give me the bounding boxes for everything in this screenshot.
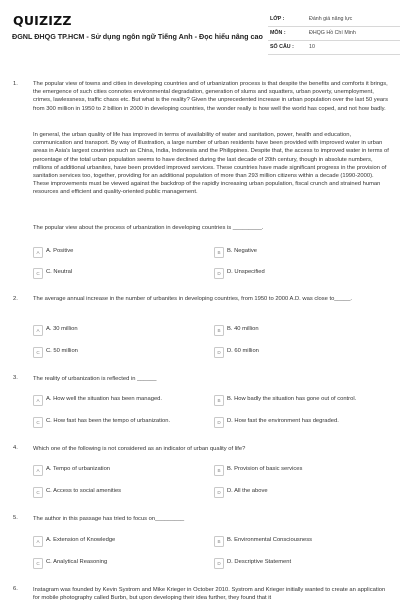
quizizz-logo: QUIZIZZ	[13, 13, 72, 28]
meta-class-row	[268, 13, 400, 27]
question-1-stem: The popular view about the process of urbanization in developing countries is _________.	[33, 225, 264, 231]
option-letter-box: A	[33, 325, 43, 336]
option-letter-box: A	[33, 247, 43, 258]
option-label: B. Environmental Consciousness	[227, 537, 313, 543]
option-label: C. 50 million	[46, 348, 78, 354]
option-label: C. How fast has been the tempo of urbanization.	[46, 418, 171, 424]
option-label: A. 30 million	[46, 326, 78, 332]
option-label: D. 60 million	[227, 348, 259, 354]
option-letter-box: A	[33, 395, 43, 406]
option-label: D. How fast the environment has degraded.	[227, 418, 339, 424]
option-letter-box: B	[214, 325, 224, 336]
option-letter-box: B	[214, 536, 224, 547]
option-letter-box: D	[214, 487, 224, 498]
meta-subject-row	[268, 27, 400, 41]
question-3-number: 3.	[13, 375, 18, 381]
option-label: D. All the above	[227, 488, 268, 494]
question-2-number: 2.	[13, 296, 18, 302]
option-label: C. Neutral	[46, 269, 73, 275]
option-label: C. Access to social amenities	[46, 488, 122, 494]
meta-subject-value: ĐHQG Hồ Chí Minh	[309, 30, 356, 36]
option-label: A. Extension of Knowledge	[46, 537, 116, 543]
option-label: C. Analytical Reasoning	[46, 559, 108, 565]
question-4-stem: Which one of the following is not considered as an indicator of urban quality of life?	[33, 446, 246, 452]
option-letter-box: C	[33, 417, 43, 428]
option-label: A. Tempo of urbanization	[46, 466, 111, 472]
meta-count-label: SỐ CÂU :	[270, 44, 294, 50]
meta-subject-label: MÔN :	[270, 30, 286, 36]
meta-class-label: LỚP :	[270, 16, 285, 22]
question-5-number: 5.	[13, 515, 18, 521]
option-letter-box: D	[214, 347, 224, 358]
page-title: ĐGNL ĐHQG TP.HCM - Sử dụng ngôn ngữ Tiếng Anh - Đọc hiểu nâng cao	[12, 32, 263, 41]
option-letter-box: D	[214, 417, 224, 428]
option-label: A. How well the situation has been managed.	[46, 396, 163, 402]
header	[0, 0, 400, 62]
option-letter-box: C	[33, 487, 43, 498]
option-letter-box: A	[33, 536, 43, 547]
option-label: B. How badly the situation has gone out of control.	[227, 396, 357, 402]
passage-paragraph-1: The popular view of towns and cities in developing countries and of urbanization process is that despite the benefits and comforts it brings, the emergence of such cities connotes environmental degradation, generation of slums and squatters, urban poverty, unemployment, crimes, lawlessness, traffic chaos etc. But what is the reality? Given the unprecedented increase in urban population over the last 50 years from 300 million in 1950 to 2 billion in 2000 in developing countries, the wonder really is how well the world has coped, and not how badly.	[33, 81, 388, 112]
option-letter-box: C	[33, 558, 43, 569]
option-label: B. Negative	[227, 248, 257, 254]
option-letter-box: C	[33, 347, 43, 358]
question-5-stem: The author in this passage has tried to focus on_________	[33, 516, 185, 522]
option-letter-box: B	[214, 247, 224, 258]
passage-2-text: Instagram was founded by Kevin Systrom and Mike Krieger in October 2010. Systrom and Krieger initially wanted to create an application for mobile photography called Burbn, but upon developing their idea further, they found that it	[33, 587, 386, 602]
meta-class-value: Đánh giá năng lực	[309, 16, 353, 22]
meta-count-value: 10	[309, 44, 315, 50]
question-2-stem: The average annual increase in the number of urbanites in developing countries, from 1950 to 2000 A.D. was close to_____.	[33, 296, 353, 302]
option-label: A. Positive	[46, 248, 74, 254]
option-letter-box: C	[33, 268, 43, 279]
option-label: D. Unspecified	[227, 269, 265, 275]
question-3-stem: The reality of urbanization is reflected in ______	[33, 376, 157, 382]
passage-paragraph-2: In general, the urban quality of life has improved in terms of availability of water and sanitation, power, health and education, communication and transport. By way of illustration, a large number of urban residents have been provided with improved water in urban areas in Asia's largest countries such as China, India, Indonesia and the Philippines. Despite that, the access to improved water in terms of percentage of the total urban population seems to have declined during the last decade of 20th century, though in absolute numbers, millions of additional urbanites, have been provided improved services. These countries have made significant progress in the provision of sanitation services too, together, providing for an additional population of more than 293 million citizens within a decade (1990-2000). These improvements must be viewed against the backdrop of the rapidly increasing urban population, fiscal crunch and strained human resources and efficient and quality-oriented public management.	[33, 132, 389, 196]
question-4-number: 4.	[13, 445, 18, 451]
option-label: B. 40 million	[227, 326, 259, 332]
meta-count-row	[268, 41, 400, 55]
option-label: D. Descriptive Statement	[227, 559, 292, 565]
passage-2-number: 6.	[13, 586, 18, 592]
option-letter-box: D	[214, 558, 224, 569]
option-letter-box: A	[33, 465, 43, 476]
option-letter-box: B	[214, 395, 224, 406]
option-letter-box: D	[214, 268, 224, 279]
option-letter-box: B	[214, 465, 224, 476]
option-label: B. Provision of basic services	[227, 466, 303, 472]
passage-number: 1.	[13, 81, 18, 87]
